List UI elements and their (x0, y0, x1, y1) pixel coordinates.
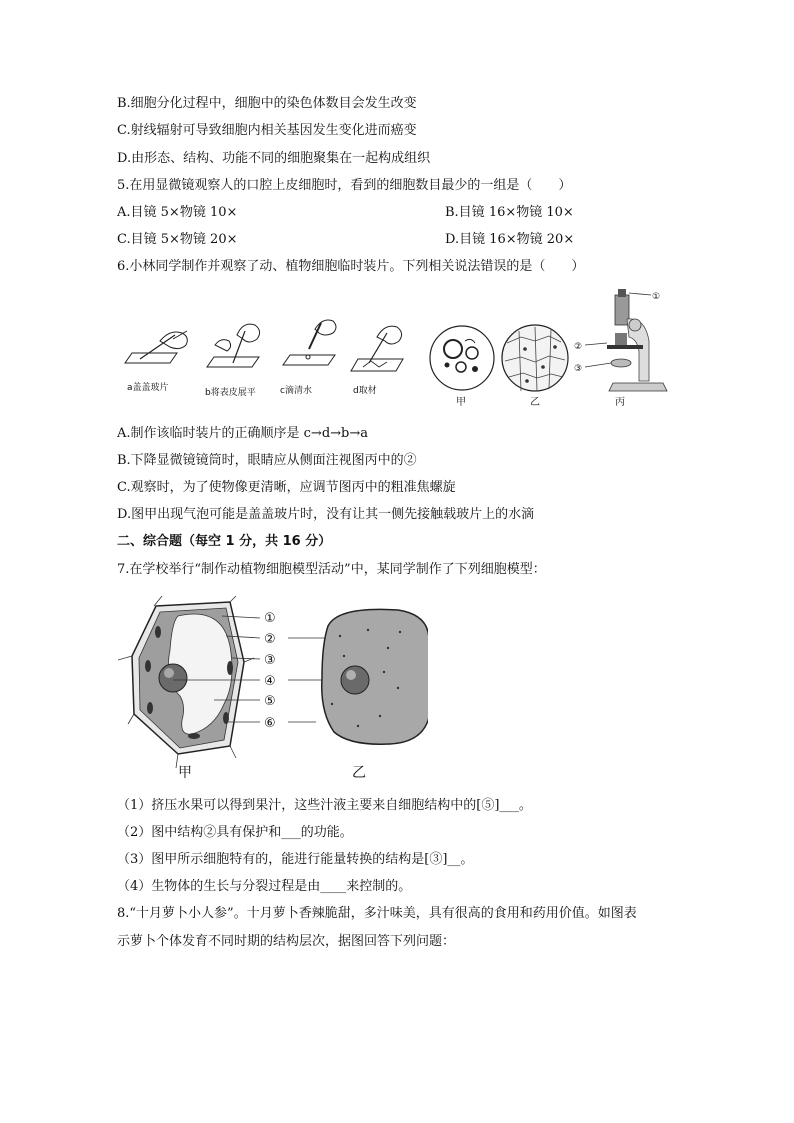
animal-cell (322, 609, 428, 744)
q6-option-c: C.观察时，为了使物像更清晰，应调节图丙中的粗准焦螺旋 (117, 480, 456, 495)
step-d-illustration (351, 326, 403, 371)
q7-sub-2: （2）图中结构②具有保护和___的功能。 (117, 825, 353, 840)
q6-stem: 6.小林同学制作并观察了动、植物细胞临时装片。下列相关说法错误的是（ ） (117, 259, 585, 274)
step-a-illustration (125, 331, 187, 363)
step-b-label: b将表皮展平 (205, 388, 256, 398)
q4-option-c: C.射线辐射可导致细胞内相关基因发生变化进而癌变 (117, 123, 417, 138)
cell-label-4: ④ (264, 674, 276, 689)
cell-label-3: ③ (264, 653, 276, 668)
q7-sub-3: （3）图甲所示细胞特有的，能进行能量转换的结构是[③]__。 (117, 852, 474, 867)
view-jia-label: 甲 (456, 397, 466, 408)
step-c-label: c滴清水 (280, 386, 312, 396)
q5-stem: 5.在用显微镜观察人的口腔上皮细胞时，看到的细胞数目最少的一组是（ ） (117, 178, 572, 193)
plant-cell-label: 甲 (178, 765, 192, 781)
microscope-illustration (585, 289, 667, 391)
q5-option-c: C.目镜 5×物镜 20× (117, 232, 238, 247)
view-bing-label: 丙 (615, 397, 625, 408)
microscope-label-2: ② (574, 342, 583, 352)
q6-figure (115, 283, 675, 413)
step-d-label: d取材 (353, 386, 377, 396)
q6-option-a: A.制作该临时装片的正确顺序是 c→d→b→a (117, 426, 369, 441)
cell-label-1: ① (264, 611, 276, 626)
q5-option-a: A.目镜 5×物镜 10× (117, 205, 238, 220)
step-a-label: a盖盖玻片 (127, 383, 169, 393)
cell-label-5: ⑤ (264, 694, 276, 709)
step-c-illustration (283, 320, 336, 365)
q8-line-1: 8.“十月萝卜小人参”。十月萝卜香辣脆甜，多汁味美，具有很高的食用和药用价值。如图表 (117, 906, 637, 921)
view-jia-illustration (430, 326, 494, 390)
cell-label-6: ⑥ (264, 716, 276, 731)
q5-option-d: D.目镜 16×物镜 20× (445, 232, 575, 247)
section-heading: 二、综合题（每空 1 分，共 16 分） (117, 534, 332, 549)
q4-option-d: D.由形态、结构、功能不同的细胞聚集在一起构成组织 (117, 151, 431, 166)
q6-option-b: B.下降显微镜镜筒时，眼睛应从侧面注视图丙中的② (117, 453, 417, 468)
q8-line-2: 示萝卜个体发育不同时期的结构层次，据图回答下列问题： (117, 934, 456, 949)
cell-label-2: ② (264, 632, 276, 647)
microscope-label-1: ① (652, 292, 661, 302)
view-yi-label: 乙 (530, 397, 540, 408)
q7-sub-4: （4）生物体的生长与分裂过程是由____来控制的。 (117, 879, 412, 894)
q4-option-b: B.细胞分化过程中，细胞中的染色体数目会发生改变 (117, 96, 417, 111)
microscope-label-3: ③ (574, 364, 583, 374)
q5-option-b: B.目镜 16×物镜 10× (445, 205, 574, 220)
q7-cell-figure (118, 596, 428, 786)
q7-sub-1: （1）挤压水果可以得到果汁，这些汁液主要来自细胞结构中的[⑤]___。 (117, 798, 532, 813)
q6-option-d: D.图甲出现气泡可能是盖盖玻片时，没有让其一侧先接触载玻片上的水滴 (117, 507, 535, 522)
q7-stem: 7.在学校举行“制作动植物细胞模型活动”中，某同学制作了下列细胞模型： (117, 562, 546, 577)
plant-cell (118, 596, 254, 768)
animal-cell-label: 乙 (352, 765, 366, 781)
view-yi-illustration (502, 325, 568, 391)
step-b-illustration (207, 324, 260, 367)
